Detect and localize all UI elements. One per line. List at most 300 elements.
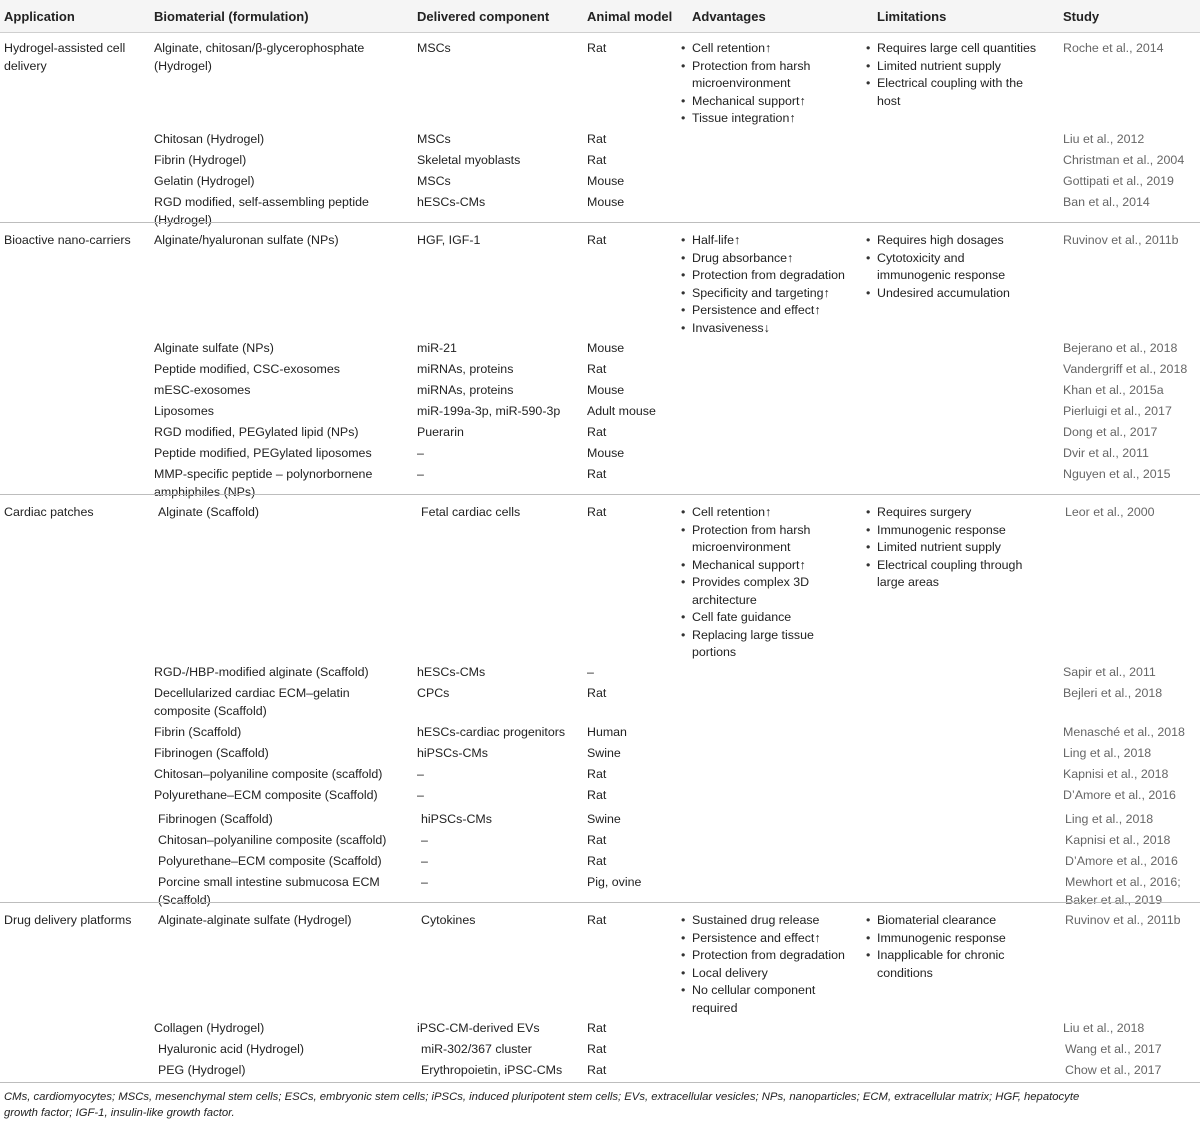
biomaterial-line: Collagen (Hydrogel): [154, 1021, 265, 1035]
component-line: MSCs: [417, 174, 451, 188]
biomaterial-cell: [158, 1041, 304, 1059]
limitation-text: • Undesired accumulation: [877, 285, 1010, 300]
advantage-text: • Protection from degradation: [692, 268, 845, 282]
biomaterial-cell: [154, 173, 255, 191]
study-cell: [1063, 766, 1168, 784]
biomaterial-line: Fibrin (Scaffold): [154, 725, 242, 739]
animal-model-line: Swine: [587, 746, 621, 760]
study-line: Christman et al., 2004: [1063, 153, 1185, 167]
advantage-item: [681, 947, 845, 965]
advantage-item: [681, 110, 810, 128]
component-cell: [417, 173, 451, 191]
biomaterial-cell: [158, 504, 259, 522]
animal-model-line: Rat: [587, 132, 607, 146]
component-line: –: [417, 767, 424, 781]
animal-model-line: Rat: [587, 767, 607, 781]
study-line: Kapnisi et al., 2018: [1065, 833, 1171, 847]
component-cell: [421, 1062, 562, 1080]
study-line: Khan et al., 2015a: [1063, 383, 1164, 397]
limitation-item: [866, 285, 1010, 303]
component-cell: [417, 1020, 540, 1038]
animal-model-cell: [587, 340, 624, 358]
advantage-text: portions: [692, 645, 737, 659]
study-cell: [1063, 787, 1176, 805]
study-cell: [1063, 40, 1164, 58]
application-line: delivery: [4, 58, 47, 73]
advantage-text: • Drug absorbance↑: [692, 250, 794, 265]
biomaterial-line: Polyurethane–ECM composite (Scaffold): [154, 788, 378, 802]
study-cell: [1063, 340, 1177, 358]
animal-model-line: Rat: [587, 788, 607, 802]
advantage-text: • Sustained drug release: [692, 913, 820, 927]
advantage-item: [681, 320, 845, 338]
animal-model-cell: [587, 504, 606, 522]
limitation-text: • Requires large cell quantities: [877, 41, 1037, 55]
study-cell: [1063, 424, 1157, 442]
biomaterial-cell: [154, 131, 264, 149]
study-line: Nguyen et al., 2015: [1063, 467, 1171, 481]
animal-model-line: Mouse: [587, 383, 625, 397]
study-line: Bejleri et al., 2018: [1063, 686, 1163, 700]
biomaterial-line: PEG (Hydrogel): [158, 1063, 246, 1077]
advantage-item: [681, 627, 814, 662]
study-line: Mewhort et al., 2016;: [1065, 875, 1181, 889]
component-cell: [417, 340, 457, 358]
biomaterial-cell: [154, 361, 340, 379]
biomaterial-line: Liposomes: [154, 404, 214, 418]
component-cell: [417, 724, 565, 742]
advantage-text: • Persistence and effect↑: [692, 930, 821, 945]
advantage-item: [681, 982, 845, 1017]
component-line: –: [417, 446, 424, 460]
animal-model-line: Rat: [587, 686, 607, 700]
biomaterial-cell: [154, 40, 364, 75]
component-line: miRNAs, proteins: [417, 383, 514, 397]
application-cell: [4, 912, 131, 930]
animal-model-line: Rat: [587, 913, 607, 927]
animal-model-line: Pig, ovine: [587, 875, 642, 889]
biomaterial-line: Fibrinogen (Scaffold): [158, 812, 273, 826]
component-line: iPSC-CM-derived EVs: [417, 1021, 540, 1035]
footnote-line: CMs, cardiomyocytes; MSCs, mesenchymal stem cells; ESCs, embryonic stem cells; iPSCs, induced pluripotent stem cells; EVs, extracellular vesicles; NPs, nanoparticles; ECM, extracellular matrix; HGF, hepatocyte: [4, 1091, 1080, 1103]
biomaterial-line: Alginate/hyaluronan sulfate (NPs): [154, 233, 339, 247]
biomaterial-cell: [158, 874, 380, 909]
advantage-text: • Local delivery: [692, 965, 768, 980]
animal-model-line: Rat: [587, 833, 607, 847]
study-line: Vandergriff et al., 2018: [1063, 362, 1188, 376]
animal-model-line: Human: [587, 725, 627, 739]
advantages-list: [681, 40, 810, 128]
biomaterial-line: mESC-exosomes: [154, 383, 251, 397]
animal-model-cell: [587, 685, 606, 703]
animal-model-line: Rat: [587, 1063, 607, 1077]
application-cell: [4, 232, 131, 250]
biomaterial-cell: [154, 194, 369, 229]
study-line: Ling et al., 2018: [1063, 746, 1152, 760]
limitation-item: [866, 504, 1022, 522]
study-cell: [1063, 382, 1164, 400]
biomaterial-cell: [154, 1020, 264, 1038]
study-line: Pierluigi et al., 2017: [1063, 404, 1172, 418]
advantage-text: • Specificity and targeting↑: [692, 285, 830, 300]
limitation-text: • Requires surgery: [877, 505, 972, 519]
advantage-text: • Cell retention↑: [692, 41, 772, 55]
animal-model-cell: [587, 232, 606, 250]
table-header-row: [0, 0, 1200, 33]
animal-model-cell: [587, 1020, 606, 1038]
biomaterial-line: Decellularized cardiac ECM–gelatin: [154, 686, 350, 700]
biomaterial-line: Chitosan (Hydrogel): [154, 132, 265, 146]
study-cell: [1065, 832, 1170, 850]
limitation-text: • Cytotoxicity and: [877, 250, 965, 265]
study-line: Ruvinov et al., 2011b: [1065, 913, 1181, 927]
study-line: Dvir et al., 2011: [1063, 446, 1149, 460]
biomaterial-cell: [158, 832, 386, 850]
limitation-item: [866, 947, 1006, 982]
animal-model-cell: [587, 853, 606, 871]
biomaterial-line: Porcine small intestine submucosa ECM: [158, 875, 380, 889]
study-cell: [1063, 724, 1185, 742]
animal-model-cell: [587, 131, 606, 149]
biomaterial-cell: [154, 232, 339, 250]
animal-model-line: Mouse: [587, 195, 625, 209]
animal-model-cell: [587, 1062, 606, 1080]
animal-model-line: Rat: [587, 505, 607, 519]
component-cell: [417, 194, 485, 212]
animal-model-cell: [587, 40, 606, 58]
biomaterial-line: (Scaffold): [158, 892, 211, 907]
animal-model-cell: [587, 832, 606, 850]
animal-model-line: Rat: [587, 467, 607, 481]
advantage-text: • Provides complex 3D: [692, 575, 810, 589]
animal-model-cell: [587, 787, 606, 805]
component-cell: [417, 152, 520, 170]
component-cell: [417, 745, 488, 763]
biomaterial-cell: [158, 1062, 245, 1080]
animal-model-cell: [587, 811, 621, 829]
study-line: Ruvinov et al., 2011b: [1063, 233, 1179, 247]
advantage-text: • Cell retention↑: [692, 505, 772, 519]
biomaterial-cell: [154, 724, 241, 742]
limitation-text: host: [877, 93, 901, 108]
advantage-text: • Replacing large tissue: [692, 627, 814, 642]
component-line: Cytokines: [421, 913, 476, 927]
biomaterial-cell: [158, 853, 382, 871]
application-line: Bioactive nano-carriers: [4, 233, 131, 247]
animal-model-cell: [587, 466, 606, 484]
biomaterial-line: Fibrin (Hydrogel): [154, 153, 247, 167]
biomaterial-cell: [154, 664, 369, 682]
animal-model-line: Mouse: [587, 446, 625, 460]
study-cell: [1063, 173, 1174, 191]
application-line: Cardiac patches: [4, 505, 94, 519]
animal-model-cell: [587, 403, 656, 421]
component-line: –: [421, 833, 428, 847]
limitation-item: [866, 75, 1036, 110]
advantage-text: • Protection from harsh: [692, 58, 811, 73]
component-line: –: [421, 875, 428, 889]
study-cell: [1065, 811, 1153, 829]
component-line: CPCs: [417, 686, 450, 700]
advantage-text: • Cell fate guidance: [692, 610, 792, 624]
animal-model-line: Rat: [587, 362, 607, 376]
study-line: Bejerano et al., 2018: [1063, 341, 1178, 355]
header-biomaterial: Biomaterial (formulation): [154, 9, 309, 24]
animal-model-cell: [587, 382, 624, 400]
advantages-list: [681, 232, 845, 337]
component-line: hiPSCs-CMs: [417, 746, 488, 760]
biomaterial-cell: [154, 152, 246, 170]
advantage-text: • Invasiveness↓: [692, 320, 770, 335]
advantage-item: [681, 93, 810, 111]
component-cell: [417, 766, 424, 784]
study-cell: [1063, 466, 1170, 484]
component-cell: [421, 811, 492, 829]
limitation-text: • Immunogenic response: [877, 522, 1006, 537]
animal-model-line: Rat: [587, 854, 607, 868]
animal-model-line: Mouse: [587, 341, 625, 355]
limitation-item: [866, 539, 1022, 557]
advantage-text: • Half-life↑: [692, 233, 741, 247]
component-cell: [417, 445, 424, 463]
animal-model-cell: [587, 173, 624, 191]
biomaterial-line: composite (Scaffold): [154, 703, 267, 718]
advantage-item: [681, 250, 845, 268]
biomaterial-line: (Hydrogel): [154, 58, 212, 73]
study-line: Baker et al., 2019: [1065, 892, 1163, 907]
animal-model-line: Rat: [587, 1042, 607, 1056]
limitation-item: [866, 912, 1006, 930]
limitation-text: • Biomaterial clearance: [877, 913, 997, 927]
component-cell: [417, 787, 424, 805]
advantages-list: [681, 912, 845, 1017]
component-line: hiPSCs-CMs: [421, 812, 492, 826]
advantage-text: • Tissue integration↑: [692, 111, 796, 125]
study-line: Ling et al., 2018: [1065, 812, 1154, 826]
component-cell: [421, 832, 428, 850]
component-cell: [417, 232, 480, 250]
advantage-item: [681, 557, 814, 575]
component-cell: [417, 466, 424, 484]
study-line: Liu et al., 2012: [1063, 132, 1145, 146]
advantage-item: [681, 965, 845, 983]
component-cell: [421, 912, 475, 930]
component-line: MSCs: [417, 41, 451, 55]
biomaterial-line: RGD-/HBP-modified alginate (Scaffold): [154, 665, 369, 679]
advantage-text: required: [692, 1000, 738, 1015]
biomaterial-cell: [154, 466, 372, 501]
biomaterial-line: Chitosan–polyaniline composite (scaffold): [154, 767, 383, 781]
biomaterial-line: Peptide modified, CSC-exosomes: [154, 362, 340, 376]
section-divider: [0, 222, 1200, 223]
animal-model-line: Rat: [587, 1021, 607, 1035]
header-limitations: Limitations: [877, 9, 947, 24]
advantage-item: [681, 285, 845, 303]
application-line: Drug delivery platforms: [4, 913, 132, 927]
study-cell: [1063, 232, 1179, 250]
component-line: –: [417, 467, 424, 481]
study-cell: [1065, 1041, 1162, 1059]
component-cell: [417, 131, 451, 149]
animal-model-line: Adult mouse: [587, 404, 656, 418]
component-cell: [417, 382, 513, 400]
biomaterial-line: amphiphiles (NPs): [154, 484, 256, 499]
biomaterial-cell: [154, 745, 269, 763]
biomaterial-cell: [154, 766, 382, 784]
header-advantages: Advantages: [692, 9, 766, 24]
study-line: D’Amore et al., 2016: [1063, 788, 1176, 802]
study-line: Leor et al., 2000: [1065, 505, 1155, 519]
component-cell: [421, 1041, 532, 1059]
biomaterial-line: Polyurethane–ECM composite (Scaffold): [158, 854, 382, 868]
application-cell: [4, 504, 94, 522]
animal-model-cell: [587, 194, 624, 212]
table-footnote: [4, 1089, 1194, 1121]
study-line: Liu et al., 2018: [1063, 1021, 1145, 1035]
limitation-text: • Limited nutrient supply: [877, 540, 1001, 554]
study-line: Ban et al., 2014: [1063, 195, 1150, 209]
biomaterial-cell: [154, 340, 274, 358]
study-cell: [1065, 853, 1178, 871]
advantage-text: • Mechanical support↑: [692, 557, 806, 572]
animal-model-line: Rat: [587, 425, 607, 439]
study-cell: [1063, 194, 1150, 212]
study-line: Chow et al., 2017: [1065, 1063, 1162, 1077]
biomaterial-line: Alginate, chitosan/β-glycerophosphate: [154, 41, 365, 55]
limitation-text: large areas: [877, 575, 939, 589]
advantage-item: [681, 609, 814, 627]
limitation-item: [866, 232, 1010, 250]
biomaterial-line: MMP-specific peptide – polynorbornene: [154, 467, 373, 481]
component-cell: [417, 664, 485, 682]
biomaterial-line: Hyaluronic acid (Hydrogel): [158, 1042, 304, 1056]
application-line: Hydrogel-assisted cell: [4, 41, 126, 55]
animal-model-cell: [587, 664, 594, 682]
component-cell: [417, 361, 513, 379]
study-cell: [1063, 361, 1187, 379]
component-line: –: [421, 854, 428, 868]
limitation-text: • Limited nutrient supply: [877, 58, 1001, 73]
advantage-text: • Persistence and effect↑: [692, 303, 821, 317]
biomaterial-cell: [154, 787, 378, 805]
study-cell: [1065, 874, 1181, 909]
animal-model-cell: [587, 1041, 606, 1059]
limitations-list: [866, 232, 1010, 302]
component-cell: [417, 40, 451, 58]
biomaterial-cell: [158, 912, 352, 930]
limitation-text: • Inapplicable for chronic: [877, 948, 1005, 962]
animal-model-line: Rat: [587, 233, 607, 247]
animal-model-cell: [587, 445, 624, 463]
study-line: Gottipati et al., 2019: [1063, 174, 1174, 188]
header-study: Study: [1063, 9, 1100, 24]
header-delivered-component: Delivered component: [417, 9, 550, 24]
limitations-list: [866, 40, 1036, 110]
study-cell: [1063, 152, 1184, 170]
limitation-item: [866, 250, 1010, 285]
animal-model-cell: [587, 724, 627, 742]
biomaterial-line: Alginate sulfate (NPs): [154, 341, 274, 355]
limitation-item: [866, 522, 1022, 540]
limitation-text: • Immunogenic response: [877, 930, 1006, 945]
advantage-text: • No cellular component: [692, 983, 816, 997]
biomaterial-line: Chitosan–polyaniline composite (scaffold): [158, 833, 387, 847]
component-line: Erythropoietin, iPSC-CMs: [421, 1063, 563, 1077]
header-application: Application: [4, 9, 75, 24]
animal-model-cell: [587, 152, 606, 170]
component-cell: [421, 853, 428, 871]
component-line: hESCs-CMs: [417, 195, 486, 209]
section-divider: [0, 1082, 1200, 1083]
limitation-text: immunogenic response: [877, 268, 1006, 282]
limitation-item: [866, 58, 1036, 76]
animal-model-line: –: [587, 665, 594, 679]
advantage-item: [681, 522, 814, 557]
advantage-item: [681, 302, 845, 320]
animal-model-cell: [587, 745, 621, 763]
section-divider: [0, 494, 1200, 495]
component-line: Fetal cardiac cells: [421, 505, 521, 519]
biomaterial-cell: [158, 811, 273, 829]
study-cell: [1063, 445, 1149, 463]
component-line: miR-199a-3p, miR-590-3p: [417, 404, 561, 418]
biomaterial-cell: [154, 685, 350, 720]
component-cell: [417, 424, 464, 442]
component-cell: [421, 874, 428, 892]
advantage-text: • Protection from degradation: [692, 948, 845, 962]
limitation-text: • Requires high dosages: [877, 233, 1004, 247]
study-cell: [1063, 131, 1144, 149]
biomaterial-cell: [154, 403, 214, 421]
advantage-item: [681, 267, 845, 285]
component-line: HGF, IGF-1: [417, 233, 481, 247]
study-cell: [1063, 685, 1162, 703]
study-line: Wang et al., 2017: [1065, 1042, 1162, 1056]
component-line: hESCs-cardiac progenitors: [417, 725, 566, 739]
biomaterial-cell: [154, 424, 359, 442]
biomaterial-line: RGD modified, self-assembling peptide: [154, 195, 369, 209]
advantage-item: [681, 930, 845, 948]
animal-model-cell: [587, 766, 606, 784]
study-cell: [1065, 1062, 1161, 1080]
component-line: miR-21: [417, 341, 457, 355]
advantage-item: [681, 574, 814, 609]
advantage-item: [681, 232, 845, 250]
component-cell: [421, 504, 520, 522]
header-animal-model: Animal model: [587, 9, 673, 24]
limitation-item: [866, 557, 1022, 592]
study-line: Dong et al., 2017: [1063, 425, 1158, 439]
advantage-text: architecture: [692, 592, 757, 607]
animal-model-cell: [587, 424, 606, 442]
study-line: Roche et al., 2014: [1063, 41, 1164, 55]
component-line: miRNAs, proteins: [417, 362, 514, 376]
limitations-list: [866, 912, 1006, 982]
advantage-text: • Mechanical support↑: [692, 93, 806, 108]
component-line: Skeletal myoblasts: [417, 153, 521, 167]
animal-model-cell: [587, 912, 606, 930]
limitations-list: [866, 504, 1022, 592]
advantage-text: microenvironment: [692, 540, 791, 554]
limitation-item: [866, 40, 1036, 58]
component-line: hESCs-CMs: [417, 665, 486, 679]
animal-model-line: Mouse: [587, 174, 625, 188]
study-cell: [1063, 664, 1156, 682]
study-line: Sapir et al., 2011: [1063, 665, 1156, 679]
limitation-text: conditions: [877, 965, 933, 980]
footnote-line: growth factor; IGF-1, insulin-like growth factor.: [4, 1107, 235, 1119]
component-line: MSCs: [417, 132, 451, 146]
